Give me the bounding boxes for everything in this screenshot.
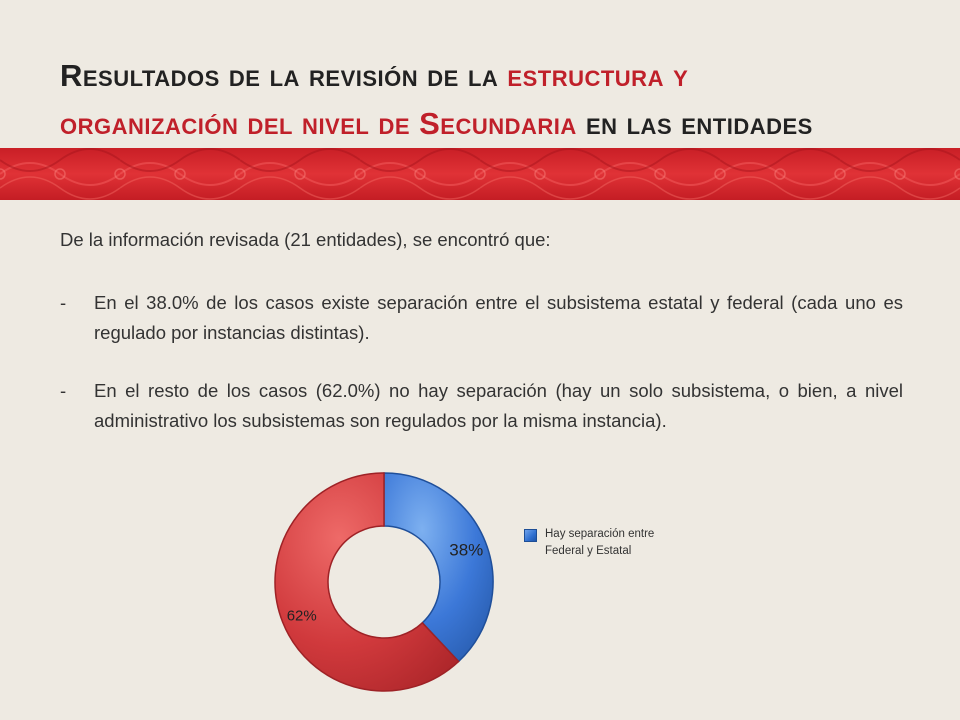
intro-text: De la información revisada (21 entidades), se encontró que: [60, 229, 551, 250]
bullet-list [60, 288, 903, 464]
title-part-3: organización del nivel de Secundaria [60, 106, 577, 141]
slide-title [60, 52, 920, 148]
donut-chart-svg [266, 452, 706, 714]
bullet-text: En el 38.0% de los casos existe separación entre el subsistema estatal y federal (cada uno es regulado por instancias distintas). [94, 292, 903, 343]
donut-slice-1 [384, 473, 493, 661]
legend-swatch-blue [524, 529, 537, 542]
decorative-band-pattern [0, 148, 960, 200]
legend-label: Hay separación entre Federal y Estatal [545, 528, 655, 557]
bullet-dash: - [60, 380, 67, 401]
donut-data-label-2: 62% [286, 607, 317, 625]
bullet-item-1 [60, 288, 903, 348]
title-part-2: estructura y [507, 58, 689, 93]
donut-data-label-1: 38% [449, 540, 484, 560]
donut-chart [266, 452, 706, 714]
title-part-4: en las entidades [585, 106, 813, 141]
bullet-dash: - [60, 292, 67, 313]
title-part-1: Resultados de la revisión de la [60, 58, 499, 93]
chart-legend [524, 526, 685, 560]
decorative-red-band [0, 148, 960, 200]
bullet-item-2 [60, 376, 903, 436]
bullet-text: En el resto de los casos (62.0%) no hay separación (hay un solo subsistema, o bien, a nivel administrativo los subsistemas son regulados por la misma instancia). [94, 380, 903, 431]
